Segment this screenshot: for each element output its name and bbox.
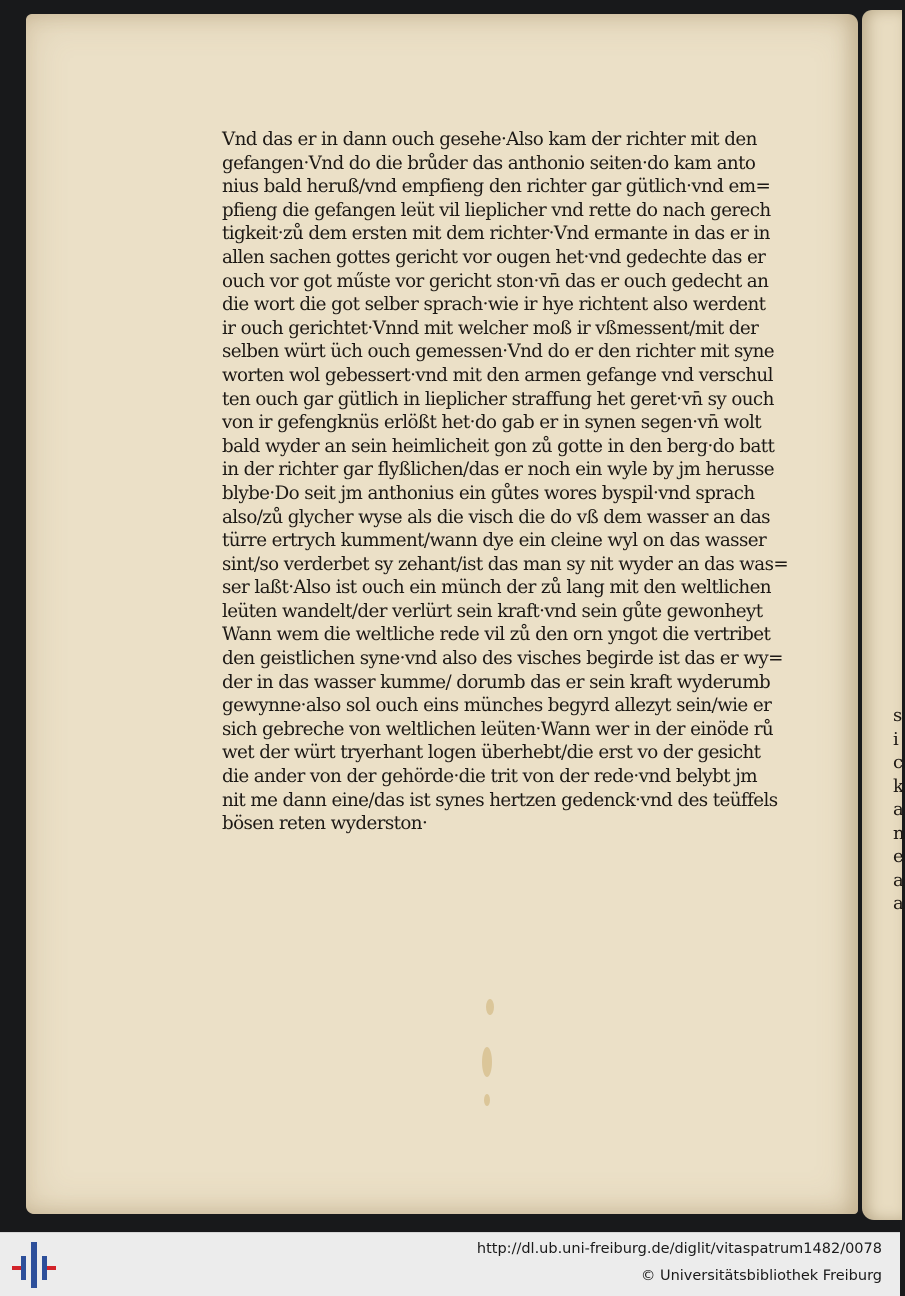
text-line: die ander von der gehörde·die trit von der rede·vnd belybt jm: [222, 766, 758, 788]
text-line: Wann wem die weltliche rede vil zů den orn yngot die vertribet: [222, 624, 771, 646]
text-line: in der richter gar flyßlichen/das er noch ein wyle by jm herusse: [222, 459, 774, 481]
text-line: tigkeit·zů dem ersten mit dem richter·Vnd ermante in das er in: [222, 223, 770, 245]
facing-letter: a: [893, 799, 904, 820]
text-line: also/zů glycher wyse als die visch die do vß dem wasser an das: [222, 506, 770, 528]
facing-page-edge: [862, 10, 905, 1220]
facing-letter: k: [893, 775, 904, 797]
facing-page-text: [893, 704, 903, 916]
text-line: Vnd das er in dann ouch gesehe·Also kam der richter mit den: [222, 129, 757, 150]
facing-letter: i: [893, 728, 899, 750]
text-line: selben würt üch ouch gemessen·Vnd do er den richter mit syne: [222, 341, 774, 363]
facing-letter: s: [893, 705, 903, 726]
text-line: ten ouch gar gütlich in lieplicher straffung het geret·vn̄ sy ouch: [222, 388, 774, 410]
text-line: worten wol gebessert·vnd mit den armen gefange vnd verschul: [222, 364, 773, 386]
text-line: türre ertrych kumment/wann dye ein cleine wyl on das wasser: [222, 530, 767, 552]
paper-stain: [484, 1094, 490, 1106]
text-line: gewynne·also sol ouch eins münches begyrd allezyt sein/wie er: [222, 695, 772, 717]
text-line: leüten wandelt/der verlürt sein kraft·vnd sein gůte gewonheyt: [222, 600, 763, 622]
permalink-url[interactable]: http://dl.ub.uni-freiburg.de/diglit/vitaspatrum1482/0078: [476, 1241, 882, 1257]
text-line: sich gebreche von weltlichen leüten·Wann wer in der einöde rů: [222, 718, 774, 740]
facing-letter: a: [893, 893, 904, 914]
viewer-footer: [0, 1232, 900, 1296]
text-line: pfieng die gefangen leüt vil lieplicher vnd rette do nach gerech: [222, 199, 771, 221]
text-line: den geistlichen syne·vnd also des visches begirde ist das er wy=: [222, 648, 783, 670]
facing-letter: a: [893, 869, 904, 891]
facing-letter: n: [893, 822, 905, 844]
text-line: gefangen·Vnd do die brůder das anthonio seiten·do kam anto: [222, 152, 756, 174]
library-logo: [12, 1242, 58, 1288]
text-line: von ir gefengknüs erlößt het·do gab er in synen segen·vn̄ wolt: [222, 412, 762, 434]
text-line: nit me dann eine/das ist synes hertzen gedenck·vnd des teüffels: [222, 789, 778, 811]
text-line: allen sachen gottes gericht vor ougen het·vnd gedechte das er: [222, 246, 766, 268]
text-line: blybe·Do seit jm anthonius ein gůtes wores byspil·vnd sprach: [222, 482, 755, 504]
copyright-notice: © Universitätsbibliothek Freiburg: [640, 1268, 882, 1284]
text-line: ouch vor got műste vor gericht ston·vn̄ das er ouch gedecht an: [222, 270, 769, 292]
text-line: ser laßt·Also ist ouch ein münch der zů lang mit den weltlichen: [222, 577, 771, 599]
text-line: ir ouch gerichtet·Vnnd mit welcher moß ir vßmessent/mit der: [222, 317, 759, 339]
text-line: der in das wasser kumme/ dorumb das er sein kraft wyderumb: [222, 671, 771, 693]
facing-letter: c: [893, 752, 904, 773]
text-line: bösen reten wyderston·: [222, 813, 428, 835]
text-line: bald wyder an sein heimlicheit gon zů gotte in den berg·do batt: [222, 435, 775, 457]
text-line: sint/so verderbet sy zehant/ist das man sy nit wyder an das was=: [222, 553, 788, 575]
paper-stain: [486, 999, 494, 1015]
text-line: wet der würt tryerhant logen überhebt/die erst vo der gesicht: [222, 742, 761, 764]
page-text-block: [222, 128, 790, 836]
text-line: die wort die got selber sprach·wie ir hye richtent also werdent: [222, 294, 766, 316]
paper-stain: [482, 1047, 492, 1077]
facing-letter: e: [893, 846, 904, 867]
text-line: nius bald heruß/vnd empfieng den richter gar gütlich·vnd em=: [222, 176, 771, 198]
